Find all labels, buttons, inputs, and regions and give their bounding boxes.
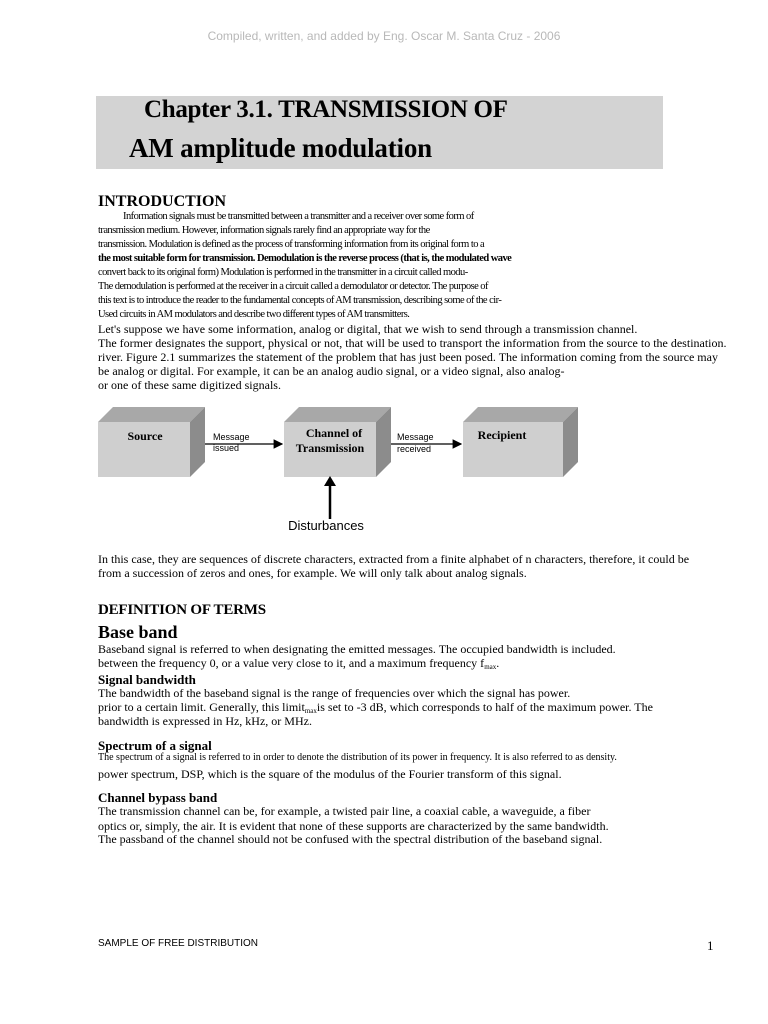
intro-line: convert back to its original form) Modulation is performed in the transmitter in a circuit called modu-: [98, 267, 468, 278]
message-issued-label-1: Message: [213, 432, 250, 442]
intro-line: transmission medium. However, information signals rarely find an appropriate way for the: [98, 225, 430, 236]
message-received-label-1: Message: [397, 432, 434, 442]
intro-line: this text is to introduce the reader to the fundamental concepts of AM transmission, describing some of the cir-: [98, 295, 502, 306]
recipient-block: [463, 407, 578, 477]
signal-bandwidth-line: The bandwidth of the baseband signal is the range of frequencies over which the signal has power.: [98, 686, 571, 700]
intro-line: The demodulation is performed at the receiver in a circuit called a demodulator or detector. The purpose of: [98, 281, 488, 292]
recipient-label: Recipient: [477, 428, 527, 442]
intro-line: river. Figure 2.1 summarizes the statement of the problem that has just been posed. The information coming from the source may: [98, 350, 718, 364]
channel-bypass-line: optics or, simply, the air. It is evident that none of these supports are characterized by the same bandwidth.: [98, 819, 609, 833]
source-label: Source: [127, 429, 163, 443]
spectrum-line: power spectrum, DSP, which is the square of the modulus of the Fourier transform of this signal.: [98, 767, 562, 781]
base-band-line2-text: between the frequency 0, or a value very close to it, and a maximum frequency f: [98, 656, 485, 670]
spectrum-heading: Spectrum of a signal: [98, 738, 212, 753]
transmission-diagram: [92, 402, 592, 544]
disturbance-arrow-head: [324, 476, 336, 486]
intro-line: Information signals must be transmitted between a transmitter and a receiver over some form of: [123, 211, 474, 222]
message-received-label-2: received: [397, 444, 432, 454]
footer-distribution-note: SAMPLE OF FREE DISTRIBUTION: [98, 938, 259, 949]
header-note: Compiled, written, and added by Eng. Oscar M. Santa Cruz - 2006: [207, 29, 561, 43]
introduction-heading: INTRODUCTION: [98, 193, 227, 210]
after-diagram-line: In this case, they are sequences of discrete characters, extracted from a finite alphabet of n characters, therefore, it could be: [98, 552, 690, 566]
definition-of-terms-heading: DEFINITION OF TERMS: [98, 602, 266, 618]
channel-label-line2: Transmission: [295, 441, 365, 455]
disturbances-label: Disturbances: [288, 518, 364, 533]
intro-line: Used circuits in AM modulators and describe two different types of AM transmitters.: [98, 309, 410, 320]
limit-max-subscript: max: [304, 707, 317, 715]
channel-label-line1: Channel of: [305, 426, 363, 440]
signal-bandwidth-line: [98, 701, 653, 715]
signal-bandwidth-line2-b: is set to -3 dB, which corresponds to half of the maximum power. The: [316, 700, 653, 714]
base-band-line: [98, 657, 499, 671]
base-band-heading: Base band: [98, 622, 178, 642]
chapter-title-line2: AM amplitude modulation: [129, 133, 432, 163]
base-band-line2-end: .: [496, 656, 500, 670]
intro-line: The former designates the support, physical or not, that will be used to transport the information from the source to the destination.: [98, 336, 727, 350]
base-band-line: Baseband signal is referred to when designating the emitted messages. The occupied bandwidth is included.: [98, 642, 616, 656]
after-diagram-line: from a succession of zeros and ones, for example. We will only talk about analog signals.: [98, 566, 527, 580]
spectrum-line: The spectrum of a signal is referred to in order to denote the distribution of its power in frequency. It is also referred to as density.: [98, 752, 617, 763]
signal-bandwidth-line2-a: prior to a certain limit. Generally, this limit: [98, 700, 305, 714]
intro-line: be analog or digital. For example, it can be an analog audio signal, or a video signal, also analog-: [98, 364, 565, 378]
intro-line: or one of these same digitized signals.: [98, 378, 281, 392]
signal-bandwidth-heading: Signal bandwidth: [98, 672, 196, 687]
chapter-title-box: [96, 96, 663, 169]
intro-line: the most suitable form for transmission. Demodulation is the reverse process (that is, the modulated wave: [98, 253, 512, 264]
signal-bandwidth-line: bandwidth is expressed in Hz, kHz, or MHz.: [98, 714, 312, 728]
channel-bypass-heading: Channel bypass band: [98, 790, 218, 805]
intro-line: transmission. Modulation is defined as the process of transforming information from its original form to a: [98, 239, 485, 250]
fmax-subscript: max: [484, 663, 497, 671]
page-number: 1: [707, 938, 714, 953]
message-issued-label-2: issued: [213, 443, 240, 453]
chapter-title-line1: Chapter 3.1. TRANSMISSION OF: [144, 96, 508, 123]
channel-bypass-line: The transmission channel can be, for example, a twisted pair line, a coaxial cable, a waveguide, a fiber: [98, 804, 591, 818]
channel-bypass-line: The passband of the channel should not be confused with the spectral distribution of the baseband signal.: [98, 832, 603, 846]
intro-line: Let's suppose we have some information, analog or digital, that we wish to send through a transmission channel.: [98, 322, 638, 336]
